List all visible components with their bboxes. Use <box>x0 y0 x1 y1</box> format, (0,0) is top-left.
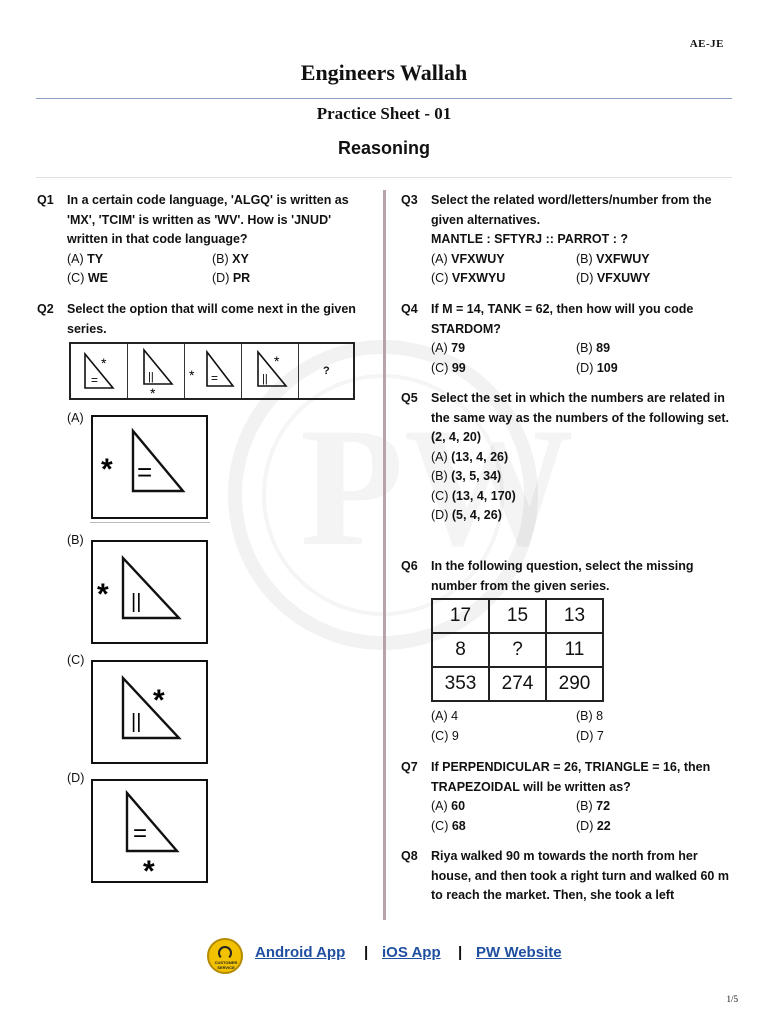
option-b[interactable]: (B) 72 <box>576 799 611 813</box>
option-a[interactable]: (A) 4 <box>431 709 459 723</box>
option-c[interactable]: (C) WE <box>67 271 108 285</box>
option-grid <box>431 797 736 836</box>
question-number: Q4 <box>401 302 418 316</box>
option-b[interactable]: (B) XY <box>212 251 249 266</box>
option-b-label: (B) <box>67 533 84 547</box>
table-cell: ? <box>489 633 546 667</box>
triangle-figure <box>93 781 206 881</box>
option-c[interactable]: (C) VFXWYU <box>431 271 506 285</box>
option-d[interactable]: (D) 109 <box>576 360 618 375</box>
link-separator: | <box>458 944 463 961</box>
link-separator: | <box>364 944 369 961</box>
question-text: If PERPENDICULAR = 26, TRIANGLE = 16, then TRAPEZOIDAL will be written as? <box>431 760 711 794</box>
option-d[interactable]: (D) 22 <box>576 818 611 833</box>
page-number: 1/5 <box>726 994 738 1004</box>
option-a-label: (A) <box>67 411 84 425</box>
svg-text:||: || <box>262 373 268 385</box>
option-b[interactable]: (B) 8 <box>576 709 604 723</box>
option-d-label: (D) <box>67 771 85 785</box>
triangle-figure <box>242 344 298 398</box>
option-c-figure[interactable] <box>91 660 208 764</box>
exam-tag: AE-JE <box>689 38 724 50</box>
triangle-figure <box>71 344 127 398</box>
option-a[interactable]: (A) TY <box>67 251 104 266</box>
option-a[interactable]: (A) 60 <box>431 799 466 813</box>
question-text: If M = 14, TANK = 62, then how will you code STARDOM? <box>431 302 694 336</box>
option-b[interactable]: (B) VXFWUY <box>576 251 650 266</box>
svg-text:*: * <box>150 385 156 398</box>
option-b[interactable]: (B) (3, 5, 34) <box>431 469 502 483</box>
option-grid <box>431 339 736 378</box>
svg-text:=: = <box>133 820 148 847</box>
option-c[interactable]: (C) 9 <box>431 728 459 743</box>
customer-service-icon[interactable] <box>207 938 243 974</box>
svg-text:=: = <box>91 373 99 387</box>
column-divider <box>383 190 386 920</box>
svg-text:*: * <box>153 684 165 717</box>
svg-text:||: || <box>148 371 154 383</box>
question-number: Q8 <box>401 849 418 863</box>
question-text: Select the set in which the numbers are related in the same way as the numbers of the following set. <box>431 391 729 425</box>
option-c[interactable]: (C) (13, 4, 170) <box>431 488 516 503</box>
question-q6-options <box>401 707 736 746</box>
triangle-figure <box>93 662 206 762</box>
table-row <box>432 633 603 667</box>
sheet-title: Practice Sheet - 01 <box>316 104 452 123</box>
table-cell: 11 <box>546 633 603 667</box>
question-text: In a certain code language, 'ALGQ' is written as 'MX', 'TCIM' is written as 'WV'. How is 'JNUD' written in that code language? <box>67 193 349 246</box>
analogy-text: MANTLE : SFTYRJ :: PARROT : ? <box>431 232 628 246</box>
svg-text:*: * <box>101 453 113 486</box>
question-number: Q2 <box>37 302 54 316</box>
question-text: Riya walked 90 m towards the north from her house, and then took a right turn and walked 60 m to reach the market. Then, she took a left <box>431 849 729 902</box>
question-q4 <box>401 300 736 378</box>
given-set: (2, 4, 20) <box>431 430 482 444</box>
svg-text:*: * <box>101 355 107 371</box>
ios-app-link[interactable]: iOS App <box>382 944 441 961</box>
option-list <box>431 448 736 526</box>
option-a[interactable]: (A) 79 <box>431 341 466 355</box>
option-d-figure[interactable] <box>91 779 208 883</box>
question-text: In the following question, select the missing number from the given series. <box>431 559 694 593</box>
headset-icon <box>218 946 232 960</box>
triangle-figure <box>185 344 241 398</box>
option-c[interactable]: (C) 68 <box>431 818 466 833</box>
table-cell: 13 <box>546 599 603 633</box>
option-d[interactable]: (D) 7 <box>576 728 604 743</box>
question-number: Q3 <box>401 193 418 207</box>
option-d[interactable]: (D) PR <box>212 271 251 285</box>
series-figure-5 <box>299 344 353 398</box>
svg-text:*: * <box>274 353 280 369</box>
triangle-figure <box>93 417 206 517</box>
series-figure-4 <box>242 344 299 398</box>
option-b-figure[interactable] <box>91 540 208 644</box>
table-cell: 15 <box>489 599 546 633</box>
header-rule <box>36 98 732 99</box>
option-d[interactable]: (D) (5, 4, 26) <box>431 508 502 522</box>
question-q3 <box>401 191 736 289</box>
question-q5 <box>401 389 736 526</box>
table-row <box>432 667 603 701</box>
option-a-figure[interactable] <box>91 415 208 519</box>
question-number: Q5 <box>401 391 418 405</box>
table-cell: 17 <box>432 599 489 633</box>
svg-text:*: * <box>143 855 155 881</box>
svg-text:*: * <box>189 367 195 383</box>
question-q6 <box>401 557 736 596</box>
option-grid <box>431 707 736 746</box>
footer-links <box>0 938 768 972</box>
table-cell: 290 <box>546 667 603 701</box>
series-figure-1 <box>71 344 128 398</box>
brand-title: Engineers Wallah <box>300 60 468 85</box>
svg-text:*: * <box>97 578 109 611</box>
subject-rule <box>36 177 732 178</box>
badge-label: CUSTOMER SERVICE <box>214 960 238 970</box>
series-figure-2 <box>128 344 185 398</box>
svg-text:||: || <box>131 591 142 613</box>
option-b[interactable]: (B) 89 <box>576 341 611 355</box>
table-row <box>432 599 603 633</box>
number-table <box>431 598 604 702</box>
question-number: Q7 <box>401 760 418 774</box>
question-q8 <box>401 847 736 906</box>
option-grid <box>67 250 372 289</box>
svg-text:||: || <box>131 711 142 733</box>
option-separator <box>90 522 210 523</box>
subject-title: Reasoning <box>337 138 430 158</box>
table-cell: 8 <box>432 633 489 667</box>
option-a[interactable]: (A) VFXWUY <box>431 251 505 266</box>
question-text: Select the option that will come next in the given series. <box>67 302 356 336</box>
triangle-figure <box>93 542 206 642</box>
question-q7 <box>401 758 736 836</box>
question-q2 <box>37 300 372 339</box>
question-number: Q6 <box>401 559 418 573</box>
option-d[interactable]: (D) VFXUWY <box>576 271 651 285</box>
svg-text:=: = <box>137 457 153 487</box>
option-grid <box>431 250 736 289</box>
android-app-link[interactable]: Android App <box>255 944 346 961</box>
option-a[interactable]: (A) (13, 4, 26) <box>431 449 509 464</box>
svg-text:=: = <box>211 371 219 385</box>
series-question-mark: ? <box>323 365 330 377</box>
question-text: Select the related word/letters/number from the given alternatives. <box>431 193 712 227</box>
question-number: Q1 <box>37 193 54 207</box>
question-q1 <box>37 191 372 289</box>
series-figure-3 <box>185 344 242 398</box>
table-cell: 353 <box>432 667 489 701</box>
pw-website-link[interactable]: PW Website <box>476 944 562 961</box>
triangle-figure <box>128 344 184 398</box>
table-cell: 274 <box>489 667 546 701</box>
option-c-label: (C) <box>67 653 85 667</box>
figure-series <box>69 342 355 400</box>
option-c[interactable]: (C) 99 <box>431 360 466 375</box>
